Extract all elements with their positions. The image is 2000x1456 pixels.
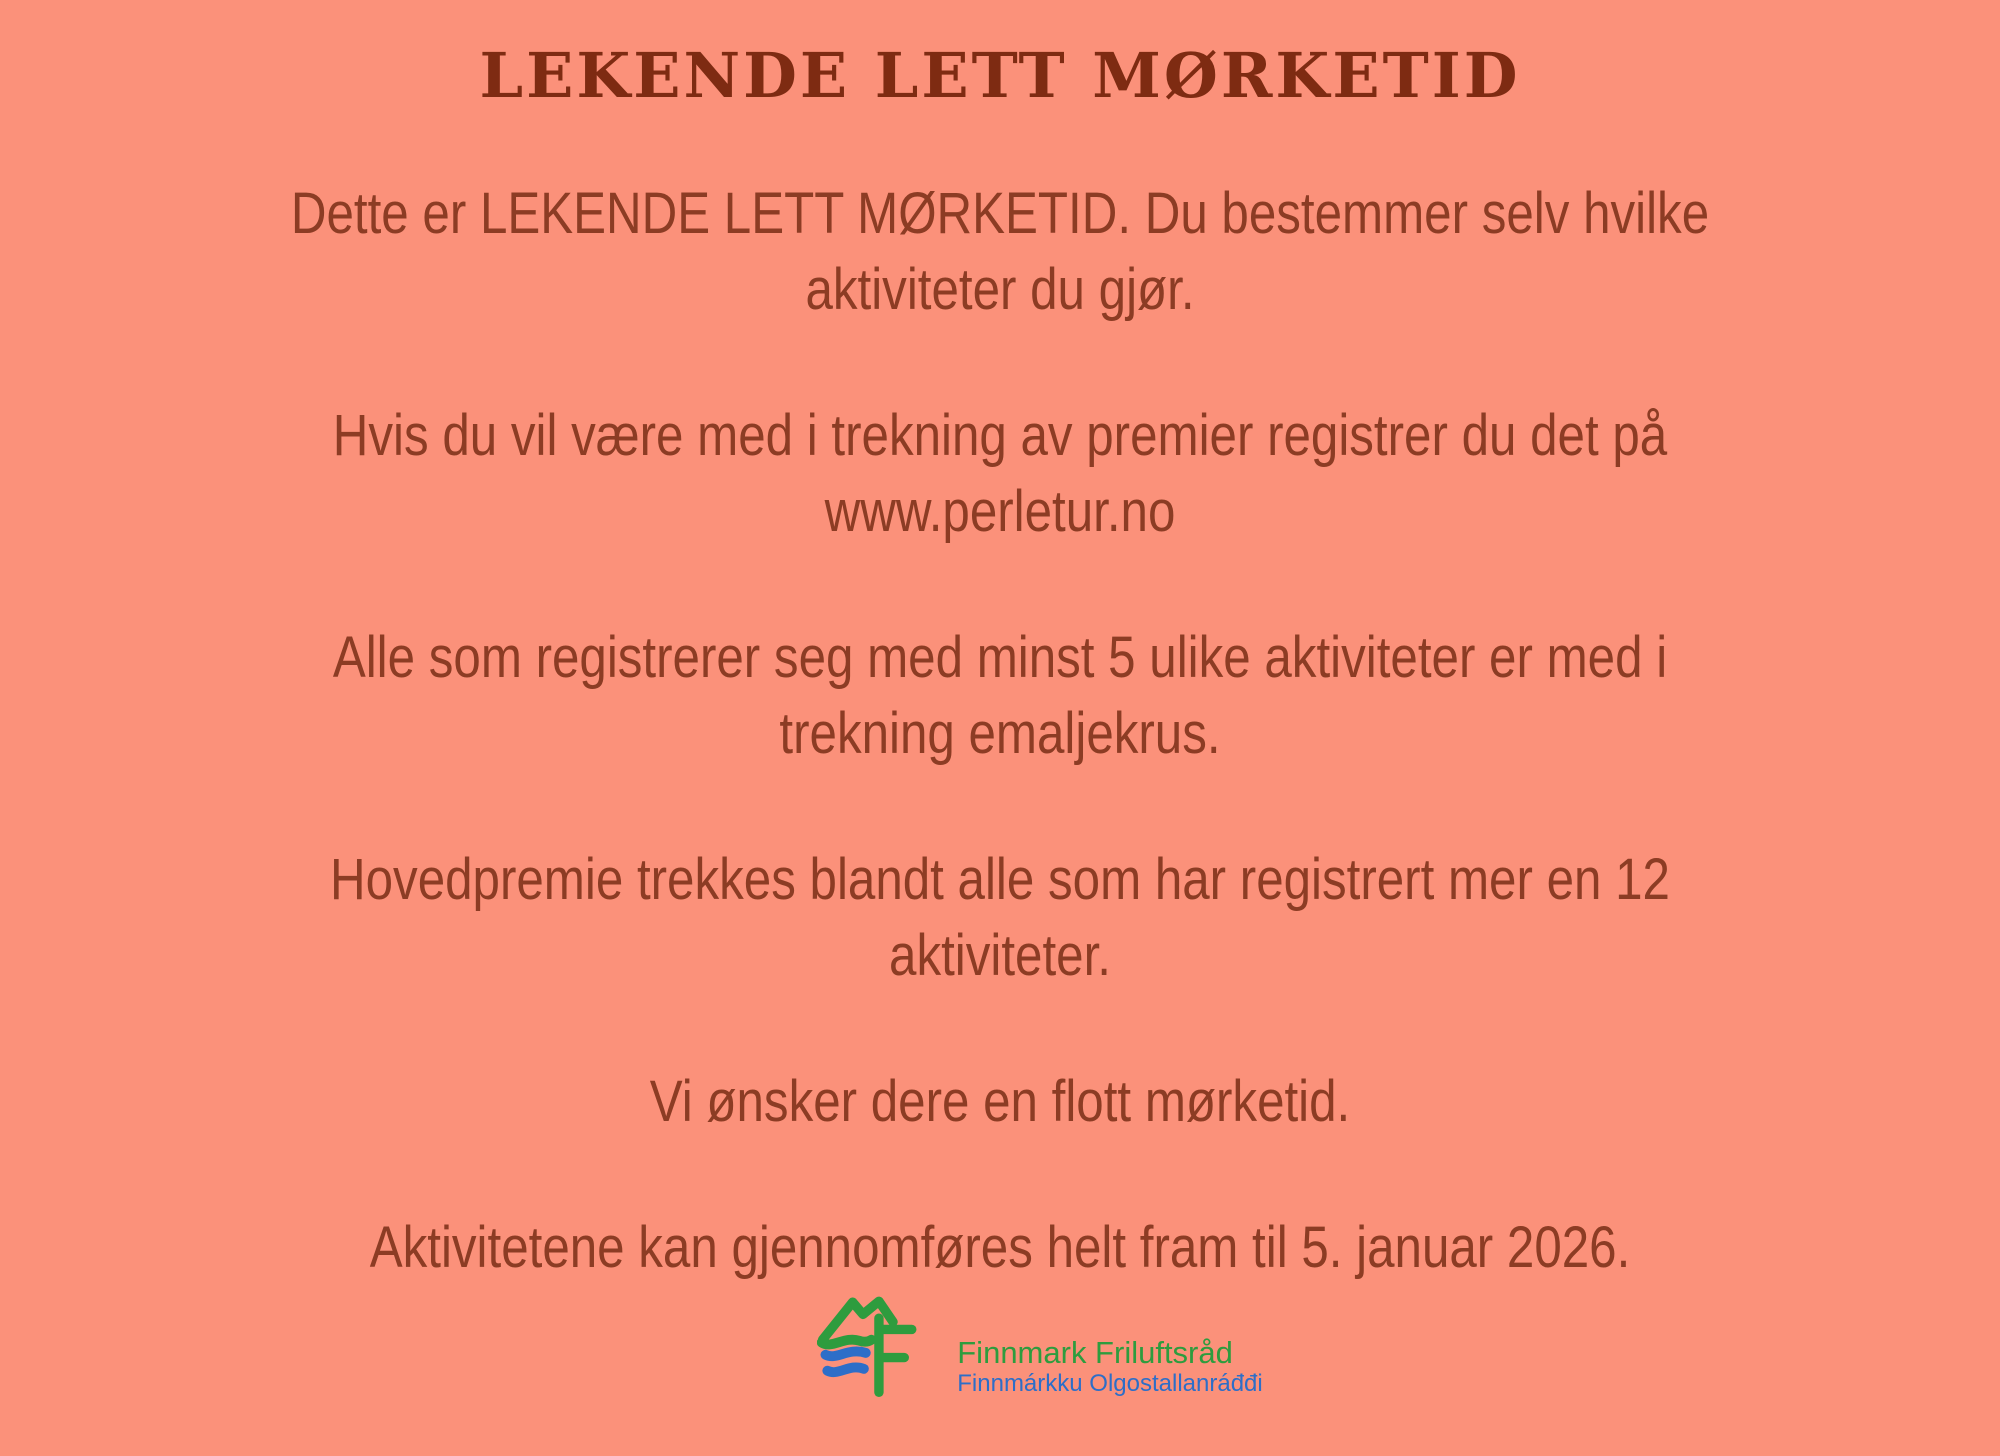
paragraph-line: Dette er LEKENDE LETT MØRKETID. Du bestemmer selv hvilke (290, 181, 1710, 246)
footer-logo (40, 1290, 2000, 1412)
paragraph-line: Hvis du vil være med i trekning av premier registrer du det på (332, 403, 1668, 468)
poster-body (0, 176, 2000, 1286)
paragraph-intro (150, 176, 1850, 328)
paragraph-line: trekning emaljekrus. (779, 701, 1221, 766)
paragraph-registration (150, 398, 1850, 550)
paragraph-grand-prize (150, 842, 1850, 994)
finnmark-friluftsrad-logo-icon (817, 1290, 939, 1412)
poster (0, 39, 2000, 1456)
water-wave-icon (826, 1351, 866, 1356)
page-title: LEKENDE LETT MØRKETID (479, 39, 1521, 112)
logo-text (957, 1336, 1262, 1412)
paragraph-greeting (150, 1064, 1850, 1140)
paragraph-five-activities (150, 620, 1850, 772)
paragraph-line: aktiviteter. (889, 923, 1111, 988)
paragraph-line: Vi ønsker dere en flott mørketid. (649, 1069, 1351, 1134)
mountain-base-wave (822, 1340, 872, 1345)
paragraph-line: Hovedpremie trekkes blandt alle som har registrert mer en 12 (330, 847, 1670, 912)
org-name-norwegian: Finnmark Friluftsråd (957, 1335, 1233, 1371)
paragraph-deadline (150, 1210, 1850, 1286)
paragraph-line: Alle som registrerer seg med minst 5 ulike aktiviteter er med i (332, 625, 1668, 690)
water-wave-icon (828, 1367, 865, 1372)
paragraph-line: aktiviteter du gjør. (805, 257, 1195, 322)
org-name-sami: Finnmárkku Olgostallanráđđi (957, 1370, 1263, 1398)
paragraph-line: Aktivitetene kan gjennomføres helt fram til 5. januar 2026. (369, 1215, 1631, 1280)
website-url: www.perletur.no (824, 479, 1176, 544)
